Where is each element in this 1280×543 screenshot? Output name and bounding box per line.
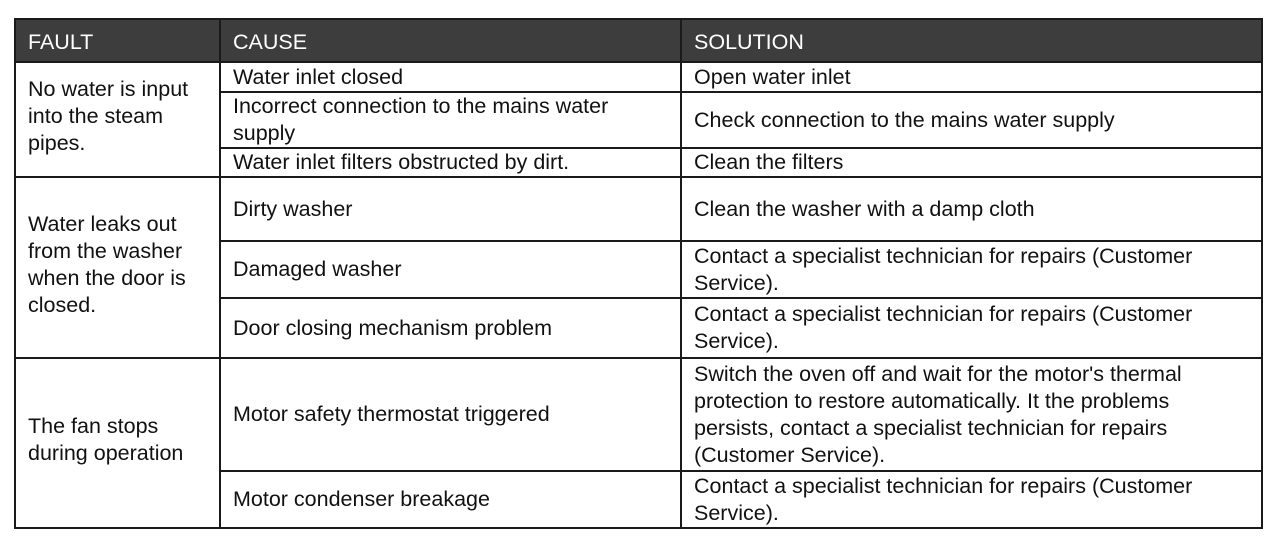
fault-cell: The fan stops during operation <box>15 358 220 528</box>
table-body <box>15 62 1262 528</box>
solution-cell: Switch the oven off and wait for the motor's thermal protection to restore automatically. It the problems persists, contact a specialist technician for repairs (Customer Service). <box>681 358 1262 471</box>
header-cause: CAUSE <box>220 19 681 62</box>
cause-cell: Water inlet filters obstructed by dirt. <box>220 148 681 177</box>
cause-cell: Door closing mechanism problem <box>220 298 681 358</box>
cause-cell: Damaged washer <box>220 241 681 298</box>
solution-cell: Clean the washer with a damp cloth <box>681 177 1262 241</box>
solution-cell: Contact a specialist technician for repairs (Customer Service). <box>681 241 1262 298</box>
solution-cell: Open water inlet <box>681 62 1262 92</box>
solution-cell: Contact a specialist technician for repairs (Customer Service). <box>681 471 1262 528</box>
table-row <box>15 177 1262 241</box>
header-fault: FAULT <box>15 19 220 62</box>
solution-cell: Check connection to the mains water supply <box>681 92 1262 148</box>
cause-cell: Dirty washer <box>220 177 681 241</box>
troubleshooting-table <box>14 18 1263 529</box>
table-row <box>15 62 1262 92</box>
cause-cell: Motor safety thermostat triggered <box>220 358 681 471</box>
table-header <box>15 19 1262 62</box>
solution-cell: Clean the filters <box>681 148 1262 177</box>
solution-cell: Contact a specialist technician for repairs (Customer Service). <box>681 298 1262 358</box>
header-row <box>15 19 1262 62</box>
cause-cell: Motor condenser breakage <box>220 471 681 528</box>
table-row <box>15 358 1262 471</box>
header-solution: SOLUTION <box>681 19 1262 62</box>
cause-cell: Incorrect connection to the mains water supply <box>220 92 681 148</box>
fault-cell: No water is input into the steam pipes. <box>15 62 220 177</box>
fault-cell: Water leaks out from the washer when the door is closed. <box>15 177 220 358</box>
cause-cell: Water inlet closed <box>220 62 681 92</box>
